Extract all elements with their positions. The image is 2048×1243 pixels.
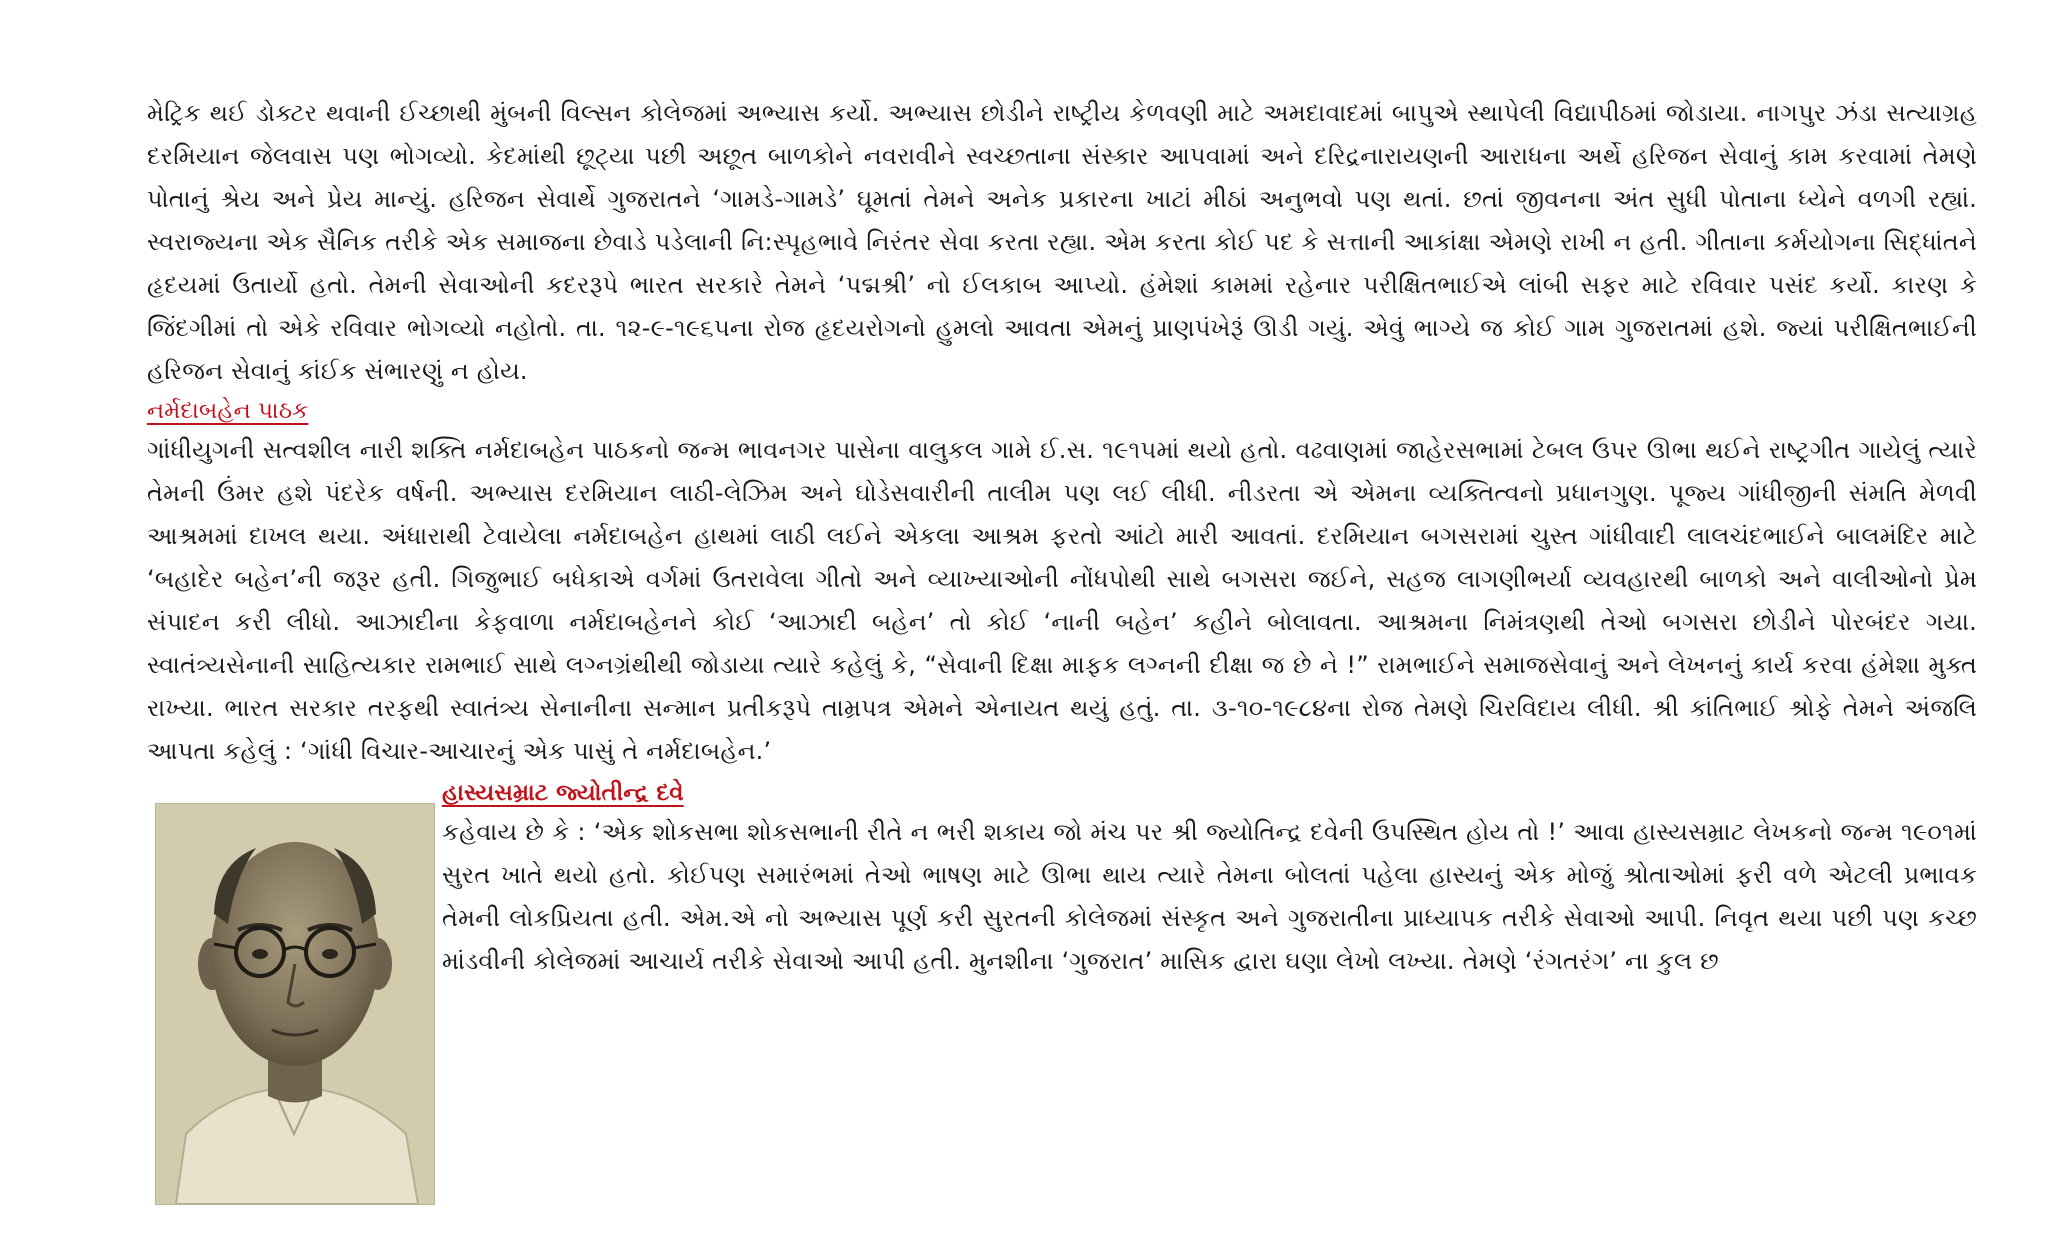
section-heading-narmadabahen: નર્મદાબહેન પાઠક xyxy=(147,398,309,424)
biography-paragraph-parikshitbhai: મેટ્રિક થઈ ડોક્ટર થવાની ઈચ્છાથી મુંબની વિલ્સન કોલેજમાં અભ્યાસ કર્યો. અભ્યાસ છોડીને રાષ્ટ્રીય કેળવણી માટે અમદાવાદમાં બાપુએ સ્થાપેલી વિદ્યાપીઠમાં જોડાયા. નાગપુર ઝંડા સત્યાગ્રહ દરમિયાન જેલવાસ પણ ભોગવ્યો. કેદમાંથી છૂટ્યા પછી અછૂત બાળકોને નવરાવીને સ્વચ્છતાના સંસ્કાર આપવામાં અને દરિદ્રનારાયણની આરાધના અર્થે હરિજન સેવાનું કામ કરવામાં તેમણે પોતાનું શ્રેય અને પ્રેય માન્યું. હરિજન સેવાર્થે ગુજરાતને ‘ગામડે-ગામડે’ ઘૂમતાં તેમને અનેક પ્રકારના ખાટાં મીઠાં અનુભવો પણ થતાં. છતાં જીવનના અંત સુધી પોતાના ધ્યેને વળગી રહ્યાં. સ્વરાજ્યના એક સૈનિક તરીકે એક સમાજના છેવાડે પડેલાની નિ:સ્પૃહભાવે નિરંતર સેવા કરતા રહ્યા. એમ કરતા કોઈ પદ કે સત્તાની આકાંક્ષા એમણે રાખી ન હતી. ગીતાના કર્મયોગના સિદ્ધાંતને હૃદયમાં ઉતાર્યો હતો. તેમની સેવાઓની કદરરૂપે ભારત સરકારે તેમને ‘પદ્મશ્રી’ નો ઈલકાબ આપ્યો. હંમેશાં કામમાં રહેનાર પરીક્ષિતભાઈએ લાંબી સફર માટે રવિવાર પસંદ કર્યો. કારણ કે જિંદગીમાં તો એકે રવિવાર ભોગવ્યો નહોતો. તા. ૧૨-૯-૧૯૬૫ના રોજ હૃદયરોગનો હુમલો આવતા એમનું પ્રાણપંખેરૂં ઊડી ગયું. એવું ભાગ્યે જ કોઈ ગામ ગુજરાતમાં હશે. જ્યાં પરીક્ષિતભાઈની હરિજન સેવાનું કાંઈક સંભારણું ન હોય. xyxy=(147,99,1977,385)
portrait-illustration xyxy=(156,804,434,1204)
portrait-photo xyxy=(155,803,435,1205)
biography-paragraph-jyotindra-dave: કહેવાય છે કે : ‘એક શોકસભા શોકસભાની રીતે ન ભરી શકાય જો મંચ પર શ્રી જ્યોતિન્દ્ર દવેની ઉપસ્થિત હોય તો !’ આવા હાસ્યસમ્રાટ લેખકનો જન્મ ૧૯૦૧માં સુરત ખાતે થયો હતો. કોઈપણ સમારંભમાં તેઓ ભાષણ માટે ઊભા થાય ત્યારે તેમના બોલતાં પહેલા હાસ્યનું એક મોજું શ્રોતાઓમાં ફરી વળે એટલી પ્રભાવક તેમની લોકપ્રિયતા હતી. એમ.એ નો અભ્યાસ પૂર્ણ કરી સુરતની કોલેજમાં સંસ્કૃત અને ગુજરાતીના પ્રાધ્યાપક તરીકે સેવાઓ આપી. નિવૃત થયા પછી પણ કચ્છ માંડવીની કોલેજમાં આચાર્ય તરીકે સેવાઓ આપી હતી. મુનશીના ‘ગુજરાત’ માસિક દ્વારા ઘણા લેખો લખ્યા. તેમણે ‘રંગતરંગ’ ના કુલ છ xyxy=(442,818,1977,975)
document-page xyxy=(147,92,1977,983)
section-text-column xyxy=(442,775,1977,983)
section-heading-jyotindra-dave: હાસ્યસમ્રાટ જ્યોતીન્દ્ર દવે xyxy=(442,780,684,806)
biography-paragraph-narmadabahen: ગાંધીયુગની સત્વશીલ નારી શક્તિ નર્મદાબહેન પાઠકનો જન્મ ભાવનગર પાસેના વાલુકલ ગામે ઈ.સ. ૧૯૧૫માં થયો હતો. વઢવાણમાં જાહેરસભામાં ટેબલ ઉપર ઊભા થઈને રાષ્ટ્રગીત ગાયેલું ત્યારે તેમની ઉંમર હશે પંદરેક વર્ષની. અભ્યાસ દરમિયાન લાઠી-લેઝિમ અને ઘોડેસવારીની તાલીમ પણ લઈ લીધી. નીડરતા એ એમના વ્યક્તિત્વનો પ્રધાનગુણ. પૂજ્ય ગાંધીજીની સંમતિ મેળવી આશ્રમમાં દાખલ થયા. અંધારાથી ટેવાયેલા નર્મદાબહેન હાથમાં લાઠી લઈને એકલા આશ્રમ ફરતો આંટો મારી આવતાં. દરમિયાન બગસરામાં ચુસ્ત ગાંધીવાદી લાલચંદભાઈને બાલમંદિર માટે ‘બહાદેર બહેન’ની જરૂર હતી. ગિજુભાઈ બધેકાએ વર્ગમાં ઉતરાવેલા ગીતો અને વ્યાખ્યાઓની નોંધપોથી સાથે બગસરા જઈને, સહજ લાગણીભર્યા વ્યવહારથી બાળકો અને વાલીઓનો પ્રેમ સંપાદન કરી લીધો. આઝાદીના કેફવાળા નર્મદાબહેનને કોઈ ‘આઝાદી બહેન’ તો કોઈ ‘નાની બહેન’ કહીને બોલાવતા. આશ્રમના નિમંત્રણથી તેઓ બગસરા છોડીને પોરબંદર ગયા. સ્વાતંત્ર્યસેનાની સાહિત્યકાર રામભાઈ સાથે લગ્નગ્રંથીથી જોડાયા ત્યારે કહેલું કે, “સેવાની દિક્ષા માફક લગ્નની દીક્ષા જ છે ને !” રામભાઈને સમાજસેવાનું અને લેખનનું કાર્ય કરવા હંમેશા મુક્ત રાખ્યા. ભારત સરકાર તરફથી સ્વાતંત્ર્ય સેનાનીના સન્માન પ્રતીકરૂપે તામ્રપત્ર એમને એનાયત થયું હતું. તા. ૩-૧૦-૧૯૮૪ના રોજ તેમણે ચિરવિદાય લીધી. શ્રી કાંતિભાઈ શ્રોફે તેમને અંજલિ આપતા કહેલું : ‘ગાંધી વિચાર-આચારનું એક પાસું તે નર્મદાબહેન.’ xyxy=(147,436,1977,765)
section-jyotindra-dave xyxy=(147,775,1977,983)
